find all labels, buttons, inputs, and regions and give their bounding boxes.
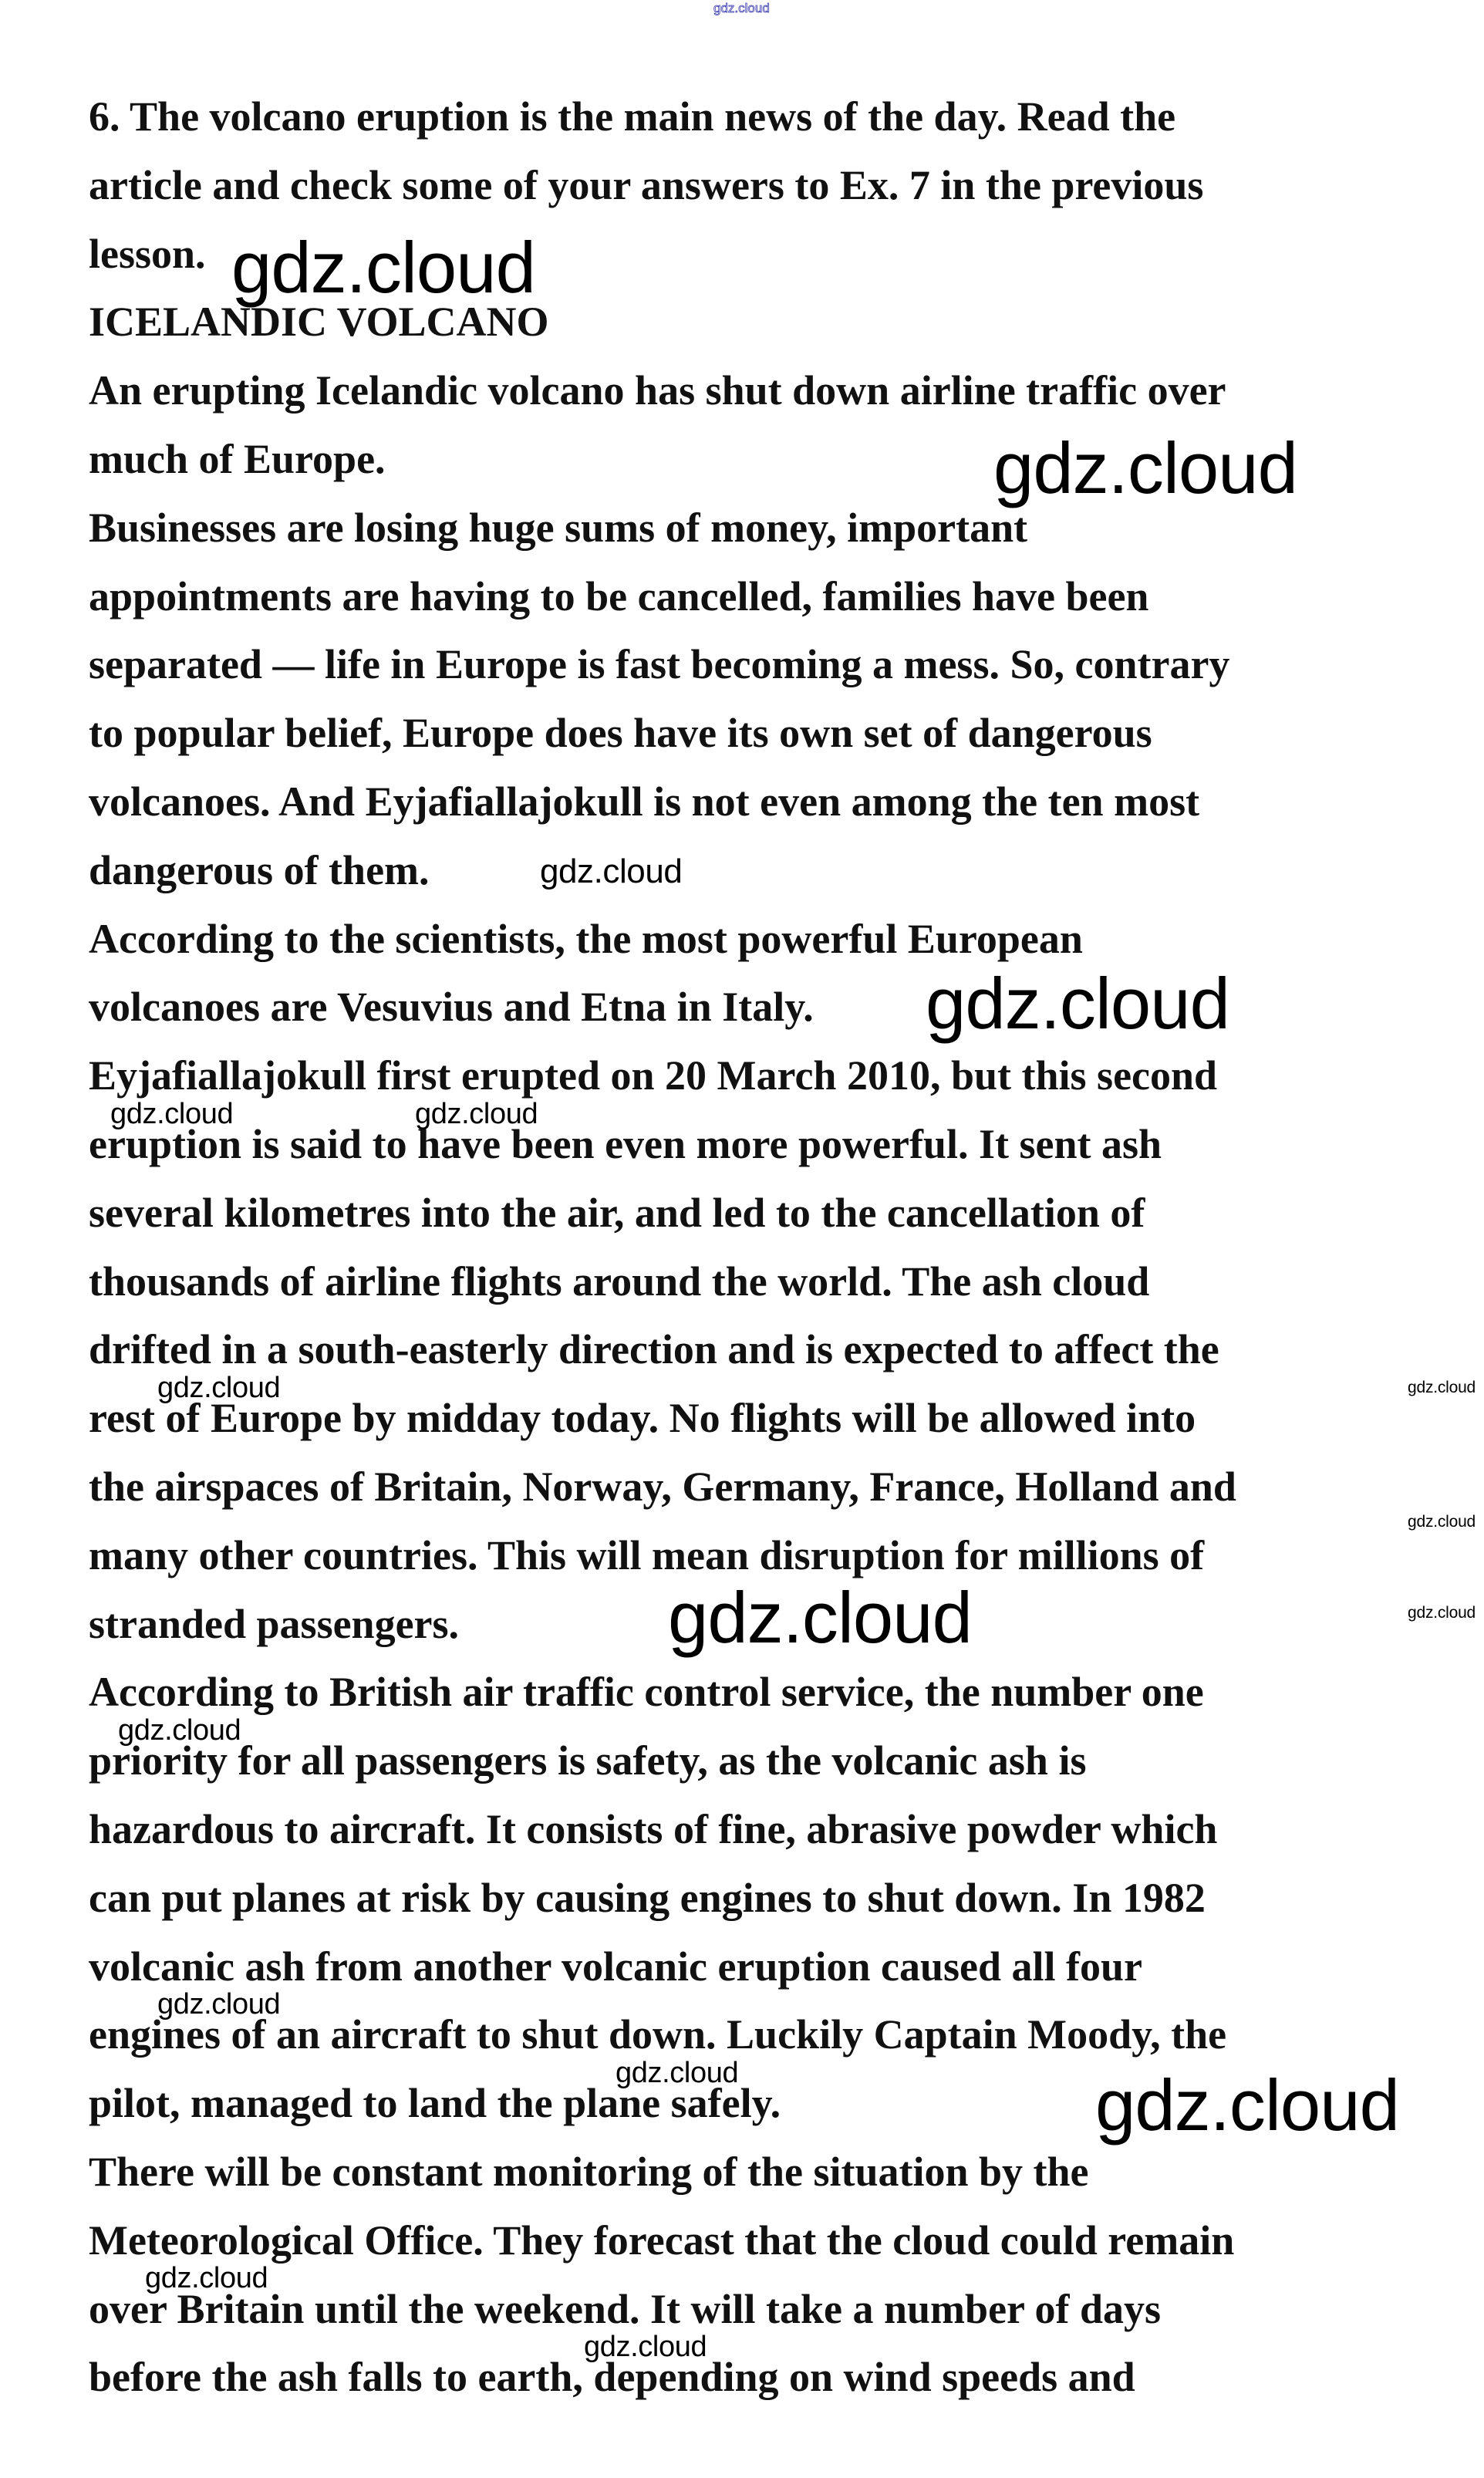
article-line: drifted in a south-easterly direction and is expected to affect the bbox=[89, 1326, 1219, 1372]
watermark: gdz.cloud bbox=[668, 1577, 972, 1658]
watermark: gdz.cloud bbox=[1095, 2064, 1399, 2145]
article-line: to popular belief, Europe does have its own set of dangerous bbox=[89, 710, 1152, 756]
article-line: An erupting Icelandic volcano has shut down airline traffic over bbox=[89, 367, 1226, 414]
watermark: gdz.cloud bbox=[993, 427, 1297, 508]
article-line: dangerous of them. bbox=[89, 847, 430, 893]
article-line: Businesses are losing huge sums of money, important bbox=[89, 505, 1028, 551]
header-watermark: gdz.cloud bbox=[713, 1, 770, 15]
task-line: lesson. bbox=[89, 231, 206, 277]
article-line: volcanoes. And Eyjafiallajokull is not even among the ten most bbox=[89, 778, 1200, 825]
article-line: separated — life in Europe is fast becoming a mess. So, contrary bbox=[89, 641, 1230, 687]
article-line: According to British air traffic control service, the number one bbox=[89, 1669, 1204, 1715]
article-line: many other countries. This will mean disruption for millions of bbox=[89, 1532, 1205, 1578]
article-line: appointments are having to be cancelled, families have been bbox=[89, 573, 1149, 620]
watermark: gdz.cloud bbox=[145, 2262, 268, 2294]
watermark: gdz.cloud bbox=[1408, 1604, 1476, 1622]
watermark: gdz.cloud bbox=[616, 2057, 739, 2089]
article-line: eruption is said to have been even more powerful. It sent ash bbox=[89, 1121, 1162, 1167]
article-line: much of Europe. bbox=[89, 436, 386, 482]
watermark: gdz.cloud bbox=[415, 1098, 538, 1130]
article-line: There will be constant monitoring of the situation by the bbox=[89, 2149, 1089, 2195]
watermark: gdz.cloud bbox=[110, 1098, 234, 1130]
article-line: priority for all passengers is safety, as the volcanic ash is bbox=[89, 1737, 1087, 1784]
article-line: volcanic ash from another volcanic eruption caused all four bbox=[89, 1943, 1142, 1990]
watermark: gdz.cloud bbox=[926, 963, 1229, 1044]
article-line: hazardous to aircraft. It consists of fine, abrasive powder which bbox=[89, 1806, 1218, 1852]
watermark: gdz.cloud bbox=[1408, 1513, 1476, 1531]
watermark: gdz.cloud bbox=[1408, 1379, 1476, 1396]
article-line: volcanoes are Vesuvius and Etna in Italy. bbox=[89, 984, 814, 1030]
article-line: thousands of airline flights around the world. The ash cloud bbox=[89, 1258, 1150, 1305]
watermark: gdz.cloud bbox=[157, 1988, 281, 2021]
watermark: gdz.cloud bbox=[118, 1714, 241, 1747]
watermark: gdz.cloud bbox=[584, 2331, 707, 2363]
article-line: before the ash falls to earth, depending on wind speeds and bbox=[89, 2354, 1135, 2400]
task-line: article and check some of your answers to Ex. 7 in the previous bbox=[89, 162, 1204, 208]
article-line: rest of Europe by midday today. No flights will be allowed into bbox=[89, 1395, 1196, 1441]
article-line: stranded passengers. bbox=[89, 1601, 460, 1647]
watermark: gdz.cloud bbox=[231, 227, 535, 308]
article-line: According to the scientists, the most powerful European bbox=[89, 916, 1083, 962]
watermark: gdz.cloud bbox=[157, 1372, 281, 1404]
article-line: the airspaces of Britain, Norway, Germany, France, Holland and bbox=[89, 1464, 1236, 1510]
article-line: Meteorological Office. They forecast that the cloud could remain bbox=[89, 2217, 1235, 2264]
article-title: ICELANDIC VOLCANO bbox=[89, 299, 549, 345]
watermark: gdz.cloud bbox=[540, 852, 683, 890]
article-line: several kilometres into the air, and led to the cancellation of bbox=[89, 1190, 1145, 1236]
article-line: pilot, managed to land the plane safely. bbox=[89, 2080, 781, 2126]
article-line: can put planes at risk by causing engines to shut down. In 1982 bbox=[89, 1875, 1206, 1921]
article-line: over Britain until the weekend. It will take a number of days bbox=[89, 2286, 1162, 2332]
task-line: 6. The volcano eruption is the main news of the day. Read the bbox=[89, 93, 1176, 140]
article-line: Eyjafiallajokull first erupted on 20 March 2010, but this second bbox=[89, 1052, 1218, 1099]
article-line: engines of an aircraft to shut down. Luckily Captain Moody, the bbox=[89, 2011, 1227, 2058]
